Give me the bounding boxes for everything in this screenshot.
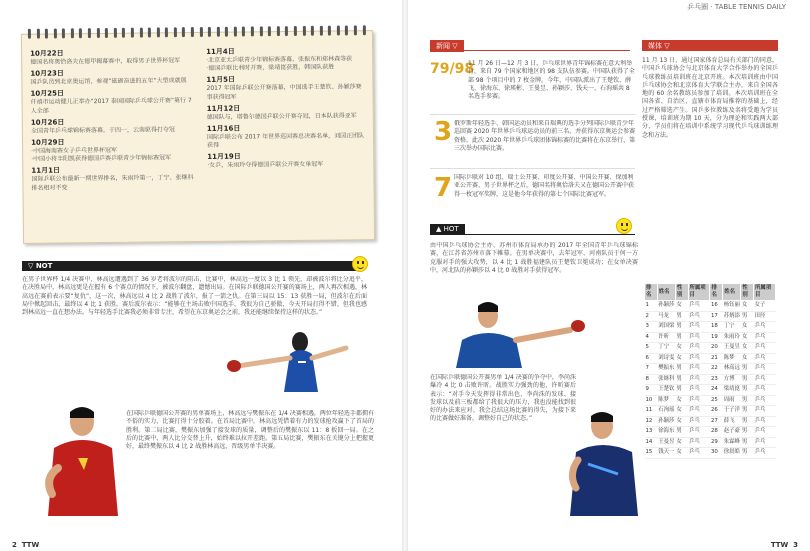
table-cell: 女 xyxy=(741,343,754,354)
table-cell: 21 xyxy=(710,353,723,364)
table-cell: 乒乓 xyxy=(688,343,710,354)
table-cell: 乒乓 xyxy=(688,322,710,333)
table-cell: 徐海东 xyxy=(657,427,675,438)
table-cell: 乒乓 xyxy=(688,311,710,322)
table-cell: 4 xyxy=(645,332,658,343)
table-cell: 乒乓 xyxy=(753,416,775,427)
not-paragraph-1-cont xyxy=(22,336,212,390)
table-cell: 男 xyxy=(741,437,754,448)
table-cell: 男 xyxy=(741,448,754,459)
table-cell: 王曼昱 xyxy=(723,343,741,354)
table-cell: 乒乓 xyxy=(753,395,775,406)
table-cell: 3 xyxy=(645,322,658,333)
table-row xyxy=(645,437,776,448)
table-cell: 乒乓 xyxy=(753,448,775,459)
table-cell: 男 xyxy=(741,395,754,406)
table-cell: 赵子豪 xyxy=(723,427,741,438)
table-cell: 乒乓 xyxy=(688,406,710,417)
table-cell: 女 xyxy=(741,322,754,333)
table-cell: 乒乓 xyxy=(688,448,710,459)
hot-section-bar xyxy=(430,224,635,235)
table-cell: 10 xyxy=(645,395,658,406)
table-cell: 11 xyxy=(645,406,658,417)
table-row xyxy=(645,395,776,406)
table-cell: 男 xyxy=(675,374,688,385)
table-cell: 2 xyxy=(645,311,658,322)
player-photo-left xyxy=(38,398,128,516)
table-cell: 杨钰丽 xyxy=(723,301,741,312)
table-cell: 女 xyxy=(675,395,688,406)
table-cell: 30 xyxy=(710,448,723,459)
player-photo-hot xyxy=(432,296,587,368)
ranking-header-cell: 性别 xyxy=(741,284,754,301)
calendar-entry: 国乒队员到北京奥运馆，参观“砥砺奋进的五年”大型成就展 xyxy=(30,77,187,86)
table-cell: 男 xyxy=(675,364,688,375)
table-cell: 9 xyxy=(645,385,658,396)
table-cell: 方博 xyxy=(723,374,741,385)
calendar-entry: 2017 年国际乒联公开赛落幕，中国选手王楚钦、孙颖莎赛事获得冠军 xyxy=(206,83,362,101)
table-row xyxy=(645,322,776,333)
table-cell: 男 xyxy=(741,385,754,396)
calendar-date: 11月4日 xyxy=(206,47,235,56)
table-row xyxy=(645,406,776,417)
calendar-entry: ·北京亚太乒联青少年锦标赛落幕，张振东和郑林森等获 xyxy=(206,55,353,64)
news-item-2-text: 俄罗斯年轻选手、韩国运动员和来自瑞典的选手分列国际乒联青少年巡回赛 2020 年世界乒乓球运动员的前三名，并获得东京奥运会参赛资格。此次 2020 年世界乒乓球团体锦标赛的比赛将在东京举行，第三次举办国际比赛。 xyxy=(454,120,636,152)
table-cell: 徐晨皓 xyxy=(723,448,741,459)
ranking-header-cell: 所属项目 xyxy=(688,284,710,301)
ranking-header-cell: 排名 xyxy=(645,284,658,301)
calendar-note xyxy=(21,30,375,244)
table-cell: 男 xyxy=(741,364,754,375)
news-item-1-number: 79/98 xyxy=(430,61,475,77)
table-cell: 男 xyxy=(675,332,688,343)
not-section-bar xyxy=(22,261,362,271)
table-cell: 王楚钦 xyxy=(657,385,675,396)
table-cell: 乒乓 xyxy=(753,332,775,343)
table-cell: 钱天一 xyxy=(657,448,675,459)
table-cell: 女 xyxy=(675,437,688,448)
table-cell: 陈梦 xyxy=(657,395,675,406)
table-cell: 26 xyxy=(710,406,723,417)
table-cell: 男 xyxy=(741,311,754,322)
table-row xyxy=(645,301,776,312)
calendar-date: 11月16日 xyxy=(206,124,241,133)
ranking-header-row xyxy=(645,284,776,301)
table-cell: 男 xyxy=(675,427,688,438)
table-cell: 于子洋 xyxy=(723,406,741,417)
ranking-header-cell: 排名 xyxy=(710,284,723,301)
table-cell: 男 xyxy=(741,374,754,385)
table-cell: 乒乓 xyxy=(688,332,710,343)
table-cell: 女 xyxy=(675,353,688,364)
hot-paragraph-1: 由中国乒乓球协会主办、苏州市体育局承办的 2017 年全国青年乒乓球锦标赛，在江苏省苏州市落下帷幕。在男单决赛中，去年冠军、河南队员于何一方克服对手的强大攻势，以 4 比 1 战胜福建队员王楚钦卫冕成功；在女单决赛中，河北队的孙颖莎以 4 比 0 战胜对手获得冠军。 xyxy=(430,242,638,274)
table-cell: 男 xyxy=(675,385,688,396)
table-cell: 乒乓 xyxy=(753,343,775,354)
header-title: 乒乓圈 · TABLE TENNIS DAILY xyxy=(687,3,786,11)
left-folio: 2 TTW xyxy=(12,541,40,549)
table-cell: 马龙 xyxy=(657,311,675,322)
table-cell: 田径 xyxy=(753,311,775,322)
table-cell: 女 xyxy=(675,416,688,427)
table-cell: 乒乓 xyxy=(688,385,710,396)
table-cell: 林高远 xyxy=(723,364,741,375)
table-cell: 女 xyxy=(675,448,688,459)
media-header: 媒体 ▽ xyxy=(642,40,778,51)
table-cell: 乒乓 xyxy=(753,385,775,396)
table-cell: 18 xyxy=(710,322,723,333)
table-cell: 女 xyxy=(741,332,754,343)
not-paragraph-2: 在国际乒联德国公开赛的男单赛场上，林高远与樊振东在 1/4 决赛相遇，两位年轻选手都拥有不俗的实力，比赛打得十分胶着。在首局比赛中，林高远凭借着有力的发球抢攻赢下了首局的胜利。第二局比赛，樊振东加强了接发球的质量，调整后的樊振东以 11：8 扳回一局。在之后的比赛中，两人比分交替上升，始终难以拉开差距。第五局比赛，樊振东在关键分上把握更好，最终樊振东以 4 比 2 战胜林高远，晋级男单半决赛。 xyxy=(126,410,374,451)
table-row xyxy=(645,353,776,364)
not-section-label: ▽ NOT xyxy=(22,262,58,270)
table-cell: 刘诗雯 xyxy=(657,353,675,364)
table-cell: 12 xyxy=(645,416,658,427)
table-cell: 23 xyxy=(710,374,723,385)
table-cell: 苏炳添 xyxy=(723,311,741,322)
right-folio: TTW 3 xyxy=(770,541,798,549)
table-cell: 22 xyxy=(710,364,723,375)
calendar-entry: ·德国乒联比利时开赛，梁靖崑获胜，韩国队获胜 xyxy=(206,63,335,73)
table-cell: 乒乓 xyxy=(753,374,775,385)
table-cell: 男 xyxy=(675,322,688,333)
table-cell: 陈梦 xyxy=(723,353,741,364)
table-row xyxy=(645,332,776,343)
table-cell: 乒乓 xyxy=(753,353,775,364)
table-cell: 男 xyxy=(741,427,754,438)
calendar-date: 10月22日 xyxy=(30,49,64,58)
table-cell: 男 xyxy=(741,416,754,427)
table-cell: 孙颖莎 xyxy=(657,301,675,312)
table-cell: 乒乓 xyxy=(753,406,775,417)
table-cell: 女 xyxy=(675,406,688,417)
table-cell: 女 xyxy=(741,301,754,312)
table-row xyxy=(645,385,776,396)
news-item-2-number: 3 xyxy=(434,117,453,147)
table-row xyxy=(645,364,776,375)
table-cell: 樊振东 xyxy=(657,364,675,375)
media-panel xyxy=(642,40,778,273)
table-cell: 刘国梁 xyxy=(657,322,675,333)
table-cell: 20 xyxy=(710,343,723,354)
calendar-entry: 国际乒联公布最新一期世界排名，朱雨玲第一，丁宁、张继科排名相对不变 xyxy=(31,174,194,192)
table-cell: 24 xyxy=(710,385,723,396)
table-cell: 14 xyxy=(645,437,658,448)
calendar-entry: 德国名将奥恰洛夫在德甲揭幕赛中，取得男子世界杯冠军 xyxy=(30,57,181,66)
table-cell: 8 xyxy=(645,374,658,385)
table-cell: 丁宁 xyxy=(657,343,675,354)
calendar-date: 10月26日 xyxy=(30,118,65,127)
table-cell: 7 xyxy=(645,364,658,375)
table-cell: 13 xyxy=(645,427,658,438)
note-spiral xyxy=(28,25,366,39)
table-cell: 17 xyxy=(710,311,723,322)
calendar-entry: 仟禧市运动健儿正举办“2017 泰国国际乒乓球公开赛”第行 7 人全部 xyxy=(30,97,192,115)
calendar-date: 11月19日 xyxy=(207,152,241,162)
news-divider-2 xyxy=(430,168,635,169)
ranking-header-cell: 姓名 xyxy=(657,284,675,301)
table-row xyxy=(645,343,776,354)
hot-paragraph-1-cont xyxy=(588,300,636,366)
table-row xyxy=(645,374,776,385)
table-cell: 女 xyxy=(675,343,688,354)
table-cell: 16 xyxy=(710,301,723,312)
table-row xyxy=(645,416,776,427)
calendar-date: 10月29日 xyxy=(31,138,65,147)
ranking-table xyxy=(644,283,776,459)
news-item-1-text: 11 月 26 日—12 月 3 日，乒乓球世界青年锦标赛在意大利举行，来自 79 个国家和地区的 98 支队伍参赛。中国队获得了全部 98 个项目中的 7 枚金牌。今年，中国队派出了王楚钦、薛飞、徐海东、徐瑛彬、王曼昱、孙颖莎、钱天一、石洵瑶共 8 名选手参赛。 xyxy=(468,60,635,101)
table-cell: 女 xyxy=(675,301,688,312)
table-cell: 女 xyxy=(741,353,754,364)
table-cell: 男 xyxy=(675,311,688,322)
news-label: 新闻 ▽ xyxy=(430,40,464,52)
player-photo-right xyxy=(218,314,368,396)
player-photo-hot-2 xyxy=(566,404,642,516)
table-cell: 丁宁 xyxy=(723,322,741,333)
table-cell: 女子 xyxy=(753,301,775,312)
ranking-header-cell: 所属项目 xyxy=(753,284,775,301)
calendar-date: 10月23日 xyxy=(30,69,64,78)
gutter xyxy=(402,0,408,551)
calendar-date: 11月12日 xyxy=(206,104,241,113)
table-cell: 乒乓 xyxy=(688,374,710,385)
table-cell: 张继科 xyxy=(657,374,675,385)
table-cell: 5 xyxy=(645,343,658,354)
calendar-date: 10月25日 xyxy=(30,89,65,99)
news-item-3-text: 国际乒联对 10 组、瑞士公开赛、印度公开赛、中国公开赛、保加利亚公开赛、男子世界杯之后，德国名将奥恰洛夫又在德国公开赛中获得一枚冠军奖牌，这是他今年获得的第七个国际比赛冠军。 xyxy=(454,174,635,198)
table-cell: 乒乓 xyxy=(688,353,710,364)
table-cell: 乒乓 xyxy=(753,322,775,333)
table-cell: 乒乓 xyxy=(753,364,775,375)
table-row xyxy=(645,427,776,438)
table-cell: 乒乓 xyxy=(753,427,775,438)
table-cell: 1 xyxy=(645,301,658,312)
calendar-entry: 德国队与，塔鲁尔德国乒联公开赛夺冠，日本队获得亚军 xyxy=(206,112,357,121)
ranking-body xyxy=(645,301,776,459)
table-cell: 乒乓 xyxy=(688,427,710,438)
table-cell: 15 xyxy=(645,448,658,459)
table-cell: 周雨 xyxy=(723,395,741,406)
table-cell: 朱雨玲 xyxy=(723,332,741,343)
table-cell: 乒乓 xyxy=(688,301,710,312)
table-cell: 乒乓 xyxy=(688,437,710,448)
calendar-entry: ·中国海南赛女子乒乓世界杯冠军 xyxy=(31,146,118,155)
table-cell: 梁靖崑 xyxy=(723,385,741,396)
table-cell: 28 xyxy=(710,427,723,438)
table-cell: 许昕 xyxy=(657,332,675,343)
table-row xyxy=(645,311,776,322)
table-cell: 朱霖峰 xyxy=(723,437,741,448)
hot-label: ▲ HOT xyxy=(430,224,465,234)
calendar-date: 11月1日 xyxy=(31,166,61,176)
left-page xyxy=(0,0,404,551)
calendar-entry: ·女乒，朱雨玲夺得德国乒联公开赛女单冠军 xyxy=(207,161,324,170)
calendar-column-right xyxy=(206,43,367,170)
table-cell: 29 xyxy=(710,437,723,448)
table-cell: 乒乓 xyxy=(688,364,710,375)
not-paragraph-1: 在男子世界杯 1/4 决赛中，林高远遭遇到了 36 岁老将波尔的阻击，比赛中，林高远一度以 3 比 1 领先，却被波尔将比分追平，在决胜局中，林高远更是在握有 6 个赛点的情况下，被波尔翻盘，遗憾出局。在国际乒联德国公开赛的赛场上，两人再次相遇，林高远在赛前表示要“复仇”，这一次，林高远以 4 比 2 战胜了波尔，报了一箭之仇。在第三局以 15：13 获胜一局，但波尔在后面局中掀起回击，最终以 4 比 1 获胜。赛后波尔表示：“能够在主场击败中国选手，我很为自己骄傲，今天开局打得不错，但我也感到林高远一直在想办法。与年轻选手比赛我必须非常专注，希望在东京奥运会之前，我还能继续保持这样的状态。” xyxy=(22,276,367,317)
news-header xyxy=(430,40,630,51)
table-cell: 乒乓 xyxy=(688,416,710,427)
news-divider-1 xyxy=(430,114,635,115)
calendar-column-left xyxy=(30,45,197,193)
smiley-icon-right xyxy=(616,218,632,234)
calendar-entry: 全国青年乒乓球锦标赛落幕，于四一，云南驱得打夺冠 xyxy=(30,126,175,135)
calendar-date: 11月5日 xyxy=(206,76,236,85)
media-text: 11 月 13 日，通过国家体育总局有关部门的同意，中国乒乓球协会与北京体育大学合作举办的全国乒乓球教练员培训班在北京开班。本次培训班由中国乒乓球协会和北京体育大学联合主办，来自全国各地的 60 余名教练员参加了培训。本次培训班在全国各省、自治区、直辖市体育局推荐的基础上，经过严格筛选产生。国乒多位教练及名将受邀为学员授课，培训班为期 10 天，分为理论和实践两大部分，学员们将在培训中系统学习现代乒乓球训练理念和方法。 xyxy=(642,57,778,139)
table-cell: 孙颖莎 xyxy=(657,416,675,427)
table-row xyxy=(645,448,776,459)
table-cell: 6 xyxy=(645,353,658,364)
table-cell: 乒乓 xyxy=(753,437,775,448)
ranking-header-cell: 性别 xyxy=(675,284,688,301)
table-cell: 男 xyxy=(741,406,754,417)
calendar-entry: 国际乒联公布 2017 年世界巡回赛总决赛名单，刘国正团队获得 xyxy=(206,132,365,150)
table-cell: 王曼昱 xyxy=(657,437,675,448)
calendar-entry: ·中国小将丰阳凯获得德国乒赛乒联青少年锦标赛冠军 xyxy=(31,154,172,163)
table-cell: 薛飞 xyxy=(723,416,741,427)
table-cell: 石洵瑶 xyxy=(657,406,675,417)
table-cell: 25 xyxy=(710,395,723,406)
ranking-header-cell: 姓名 xyxy=(723,284,741,301)
smiley-icon xyxy=(352,256,368,272)
table-cell: 19 xyxy=(710,332,723,343)
news-item-3-number: 7 xyxy=(434,173,453,203)
table-cell: 乒乓 xyxy=(688,395,710,406)
hot-paragraph-2: 在国际乒联德国公开赛男单 1/4 决赛的争夺中，李尚洙爆冷 4 比 0 击败许昕。战胜实力强劲的他，许昕赛后表示：“对手今天发挥得非常出色，李尚洙的发球、接发球以及前三板都给了我很大的压力，我也没能找到很好的办法来应对。我会总结这场比赛的得失，为接下来的比赛做好准备，调整好自己的状态。” xyxy=(430,374,576,423)
table-cell: 27 xyxy=(710,416,723,427)
